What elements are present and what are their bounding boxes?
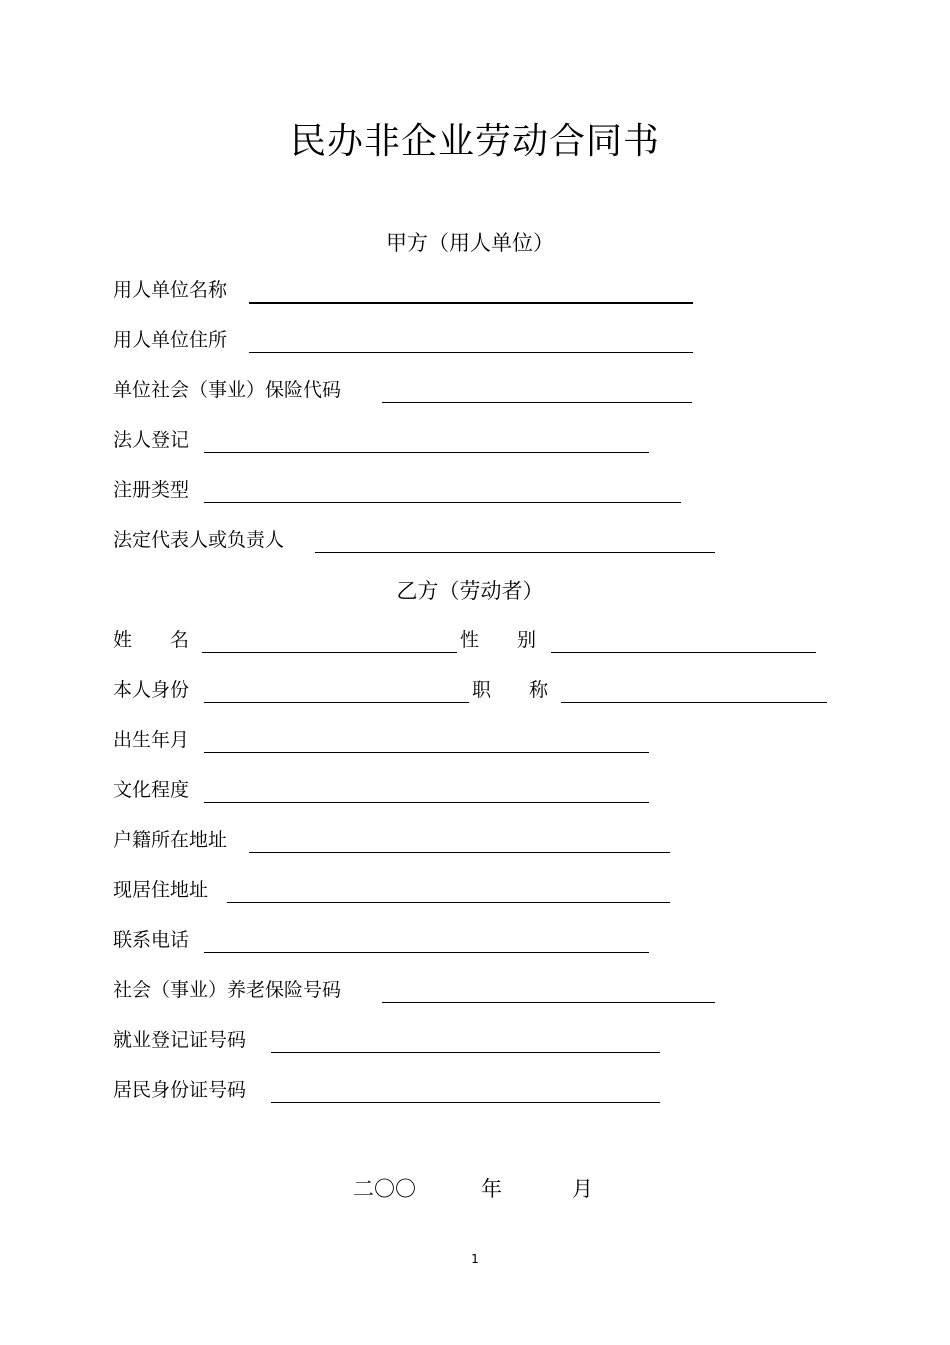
party-a-heading: 甲方（用人单位）: [386, 231, 554, 255]
page-number: 1: [471, 1252, 479, 1266]
field-label: 用人单位名称: [113, 279, 228, 301]
gender-blank[interactable]: [551, 652, 816, 653]
field-identity-title: [113, 676, 833, 704]
field-label: 居民身份证号码: [113, 1079, 247, 1101]
name-blank[interactable]: [202, 652, 457, 653]
field-label: 户籍所在地址: [113, 829, 228, 851]
phone-blank[interactable]: [204, 952, 649, 953]
current-address-blank[interactable]: [227, 902, 670, 903]
representative-blank[interactable]: [315, 552, 715, 553]
field-name-gender: [113, 626, 833, 654]
date-prefix: 二〇〇: [353, 1177, 416, 1201]
field-label: 法定代表人或负责人: [113, 529, 285, 551]
field-label: 单位社会（事业）保险代码: [113, 379, 342, 401]
unit-name-blank[interactable]: [249, 302, 693, 304]
party-b-heading: 乙方（劳动者）: [396, 579, 544, 603]
date-year: 年: [481, 1177, 502, 1201]
household-address-blank[interactable]: [249, 852, 670, 853]
field-label: 就业登记证号码: [113, 1029, 247, 1051]
identity-blank[interactable]: [204, 702, 469, 703]
field-label: 法人登记: [113, 429, 190, 451]
id-number-blank[interactable]: [271, 1102, 660, 1103]
job-title-blank[interactable]: [561, 702, 827, 703]
field-label: 本人身份: [113, 679, 190, 701]
field-label: 出生年月: [113, 729, 190, 751]
field-label: 社会（事业）养老保险号码: [113, 979, 342, 1001]
field-label: 现居住地址: [113, 879, 209, 901]
birth-blank[interactable]: [204, 752, 649, 753]
insurance-code-blank[interactable]: [382, 402, 692, 403]
employment-registration-blank[interactable]: [271, 1052, 660, 1053]
field-label: 职 称: [472, 679, 549, 701]
registration-type-blank[interactable]: [204, 502, 681, 503]
education-blank[interactable]: [204, 802, 649, 803]
date-month: 月: [572, 1177, 593, 1201]
unit-address-blank[interactable]: [249, 352, 693, 353]
field-label: 用人单位住所: [113, 329, 228, 351]
field-label: 姓 名: [113, 629, 190, 651]
pension-number-blank[interactable]: [382, 1002, 715, 1003]
field-label: 文化程度: [113, 779, 190, 801]
document-title: 民办非企业劳动合同书: [289, 121, 660, 162]
field-label: 注册类型: [113, 479, 190, 501]
legal-registration-blank[interactable]: [204, 452, 649, 453]
field-label: 联系电话: [113, 929, 190, 951]
field-label: 性 别: [460, 629, 537, 651]
signing-date: [0, 1174, 950, 1204]
